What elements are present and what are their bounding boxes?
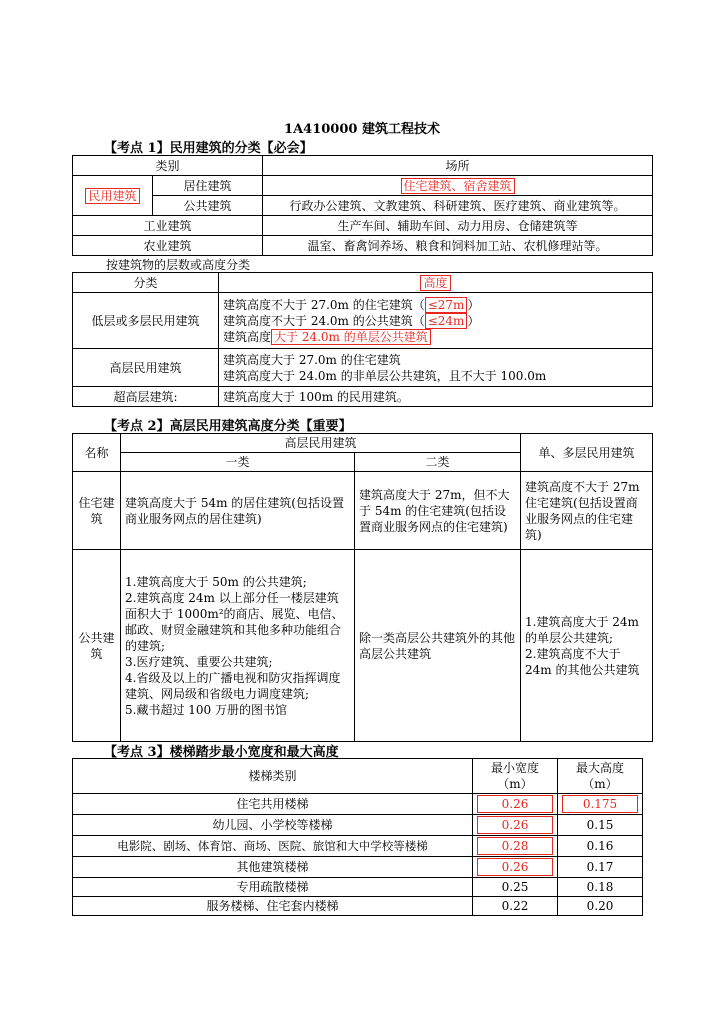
residential-building-cell: 居住建筑 <box>153 176 263 196</box>
height-classification-caption: 按建筑物的层数或高度分类 <box>106 258 251 272</box>
high-rise-classification-table <box>72 433 653 742</box>
stair-type-4: 其他建筑楼梯 <box>73 857 473 878</box>
low-rise-line-1-text: 建筑高度不大于 27.0m 的住宅建筑（ <box>223 297 425 312</box>
high-rise-line-1: 建筑高度大于 27.0m 的住宅建筑 <box>223 352 401 367</box>
header-height-cell <box>219 273 653 293</box>
public-low-rise-item-2: 2.建筑高度不大于 24m 的其他公共建筑 <box>525 646 640 677</box>
public-name: 公共建筑 <box>73 550 121 742</box>
stair-width-2: 0.26 <box>477 816 553 834</box>
header-low-rise: 单、多层民用建筑 <box>521 434 653 472</box>
stair-height-3: 0.16 <box>558 836 643 857</box>
header-class: 分类 <box>73 273 219 293</box>
public-low-rise-item-1: 1.建筑高度大于 24m 的单层公共建筑; <box>525 614 639 645</box>
public-class-1 <box>121 550 355 742</box>
stair-type-6: 服务楼梯、住宅套内楼梯 <box>73 897 473 916</box>
public-place-cell: 行政办公建筑、文教建筑、科研建筑、医疗建筑、商业建筑等。 <box>263 196 653 216</box>
stair-height-1: 0.175 <box>562 795 638 813</box>
low-rise-name: 低层或多层民用建筑 <box>73 293 219 349</box>
residential-place-cell <box>263 176 653 196</box>
civil-building-cell <box>73 176 153 216</box>
high-rise-definition <box>219 349 653 387</box>
stair-type-1: 住宅共用楼梯 <box>73 794 473 815</box>
header-max-height: 最大高度（m） <box>558 759 643 794</box>
public-class-1-item-2: 2.建筑高度 24m 以上部分任一楼层建筑面积大于 1000m²的商店、展览、电信、邮政、财贸金融建筑和其他多种功能组合的建筑; <box>125 590 344 653</box>
low-rise-line-2-end: ） <box>467 313 480 328</box>
stair-width-1-cell <box>473 794 558 815</box>
residential-class-1: 建筑高度大于 54m 的居住建筑(包括设置商业服务网点的居住建筑) <box>121 472 355 550</box>
residential-class-2: 建筑高度大于 27m，但不大于 54m 的住宅建筑(包括设置商业服务网点的住宅建筑) <box>355 472 521 550</box>
stair-height-6: 0.20 <box>558 897 643 916</box>
header-class-2: 二类 <box>355 453 521 472</box>
civil-building-classification-table <box>72 155 653 256</box>
stair-width-4-cell <box>473 857 558 878</box>
civil-building-label: 民用建筑 <box>85 188 139 204</box>
public-class-1-item-1: 1.建筑高度大于 50m 的公共建筑; <box>125 574 307 589</box>
header-high-rise: 高层民用建筑 <box>121 434 521 453</box>
stair-type-3: 电影院、剧场、体育馆、商场、医院、旅馆和大中学校等楼梯 <box>73 836 473 857</box>
high-rise-name: 高层民用建筑 <box>73 349 219 387</box>
header-min-width: 最小宽度（m） <box>473 759 558 794</box>
header-stair-type: 楼梯类别 <box>73 759 473 794</box>
stair-height-1-cell <box>558 794 643 815</box>
header-height: 高度 <box>420 275 450 291</box>
stair-width-1: 0.26 <box>477 795 553 813</box>
stair-height-2: 0.15 <box>558 815 643 836</box>
low-rise-line-1 <box>223 297 648 313</box>
low-rise-definition <box>219 293 653 349</box>
residential-name: 住宅建筑 <box>73 472 121 550</box>
low-rise-line-1-end: ） <box>467 297 480 312</box>
agricultural-building-cell: 农业建筑 <box>73 236 263 256</box>
header-place: 场所 <box>263 156 653 176</box>
public-low-rise <box>521 550 653 742</box>
document-title: 1A410000 建筑工程技术 <box>284 122 440 137</box>
height-classification-table <box>72 272 653 407</box>
section1-heading: 【考点 1】民用建筑的分类【必会】 <box>104 141 313 156</box>
stair-type-2: 幼儿园、小学校等楼梯 <box>73 815 473 836</box>
high-rise-line-2: 建筑高度大于 24.0m 的非单层公共建筑，且不大于 100.0m <box>223 368 547 383</box>
stair-width-4: 0.26 <box>477 858 553 876</box>
low-rise-line-3 <box>223 329 648 345</box>
header-class-1: 一类 <box>121 453 355 472</box>
low-rise-limit-27: ≤27m <box>425 297 468 313</box>
public-class-1-item-5: 5.藏书超过 100 万册的图书馆 <box>125 702 287 717</box>
low-rise-line-2 <box>223 313 648 329</box>
public-class-1-item-4: 4.省级及以上的广播电视和防灾指挥调度建筑、网局级和省级电力调度建筑; <box>125 670 341 701</box>
stair-width-6: 0.22 <box>473 897 558 916</box>
header-category: 类别 <box>73 156 263 176</box>
agricultural-place-cell: 温室、畜禽饲养场、粮食和饲料加工站、农机修理站等。 <box>263 236 653 256</box>
stair-height-4: 0.17 <box>558 857 643 878</box>
residential-place: 住宅建筑、宿舍建筑 <box>401 178 515 194</box>
public-class-1-item-3: 3.医疗建筑、重要公共建筑; <box>125 654 273 669</box>
stair-width-5: 0.25 <box>473 878 558 897</box>
header-name: 名称 <box>73 434 121 472</box>
industrial-place-cell: 生产车间、辅助车间、动力用房、仓储建筑等 <box>263 216 653 236</box>
public-building-cell: 公共建筑 <box>153 196 263 216</box>
industrial-building-cell: 工业建筑 <box>73 216 263 236</box>
stair-height-5: 0.18 <box>558 878 643 897</box>
public-class-2: 除一类高层公共建筑外的其他高层公共建筑 <box>355 550 521 742</box>
super-high-rise-definition: 建筑高度大于 100m 的民用建筑。 <box>219 387 653 407</box>
stair-type-5: 专用疏散楼梯 <box>73 878 473 897</box>
stair-step-table <box>72 758 643 916</box>
super-high-rise-name: 超高层建筑: <box>73 387 219 407</box>
section3-heading: 【考点 3】楼梯踏步最小宽度和最大高度 <box>104 745 339 760</box>
stair-width-3-cell <box>473 836 558 857</box>
single-storey-public-note: 大于 24.0m 的单层公共建筑 <box>271 329 431 345</box>
stair-width-2-cell <box>473 815 558 836</box>
low-rise-limit-24: ≤24m <box>425 313 468 329</box>
residential-low-rise: 建筑高度不大于 27m 住宅建筑(包括设置商业服务网点的住宅建筑) <box>521 472 653 550</box>
section2-heading: 【考点 2】高层民用建筑高度分类【重要】 <box>104 419 352 434</box>
low-rise-line-2-text: 建筑高度不大于 24.0m 的公共建筑（ <box>223 313 425 328</box>
low-rise-line-3-text: 建筑高度 <box>223 329 272 344</box>
stair-width-3: 0.28 <box>477 837 553 855</box>
